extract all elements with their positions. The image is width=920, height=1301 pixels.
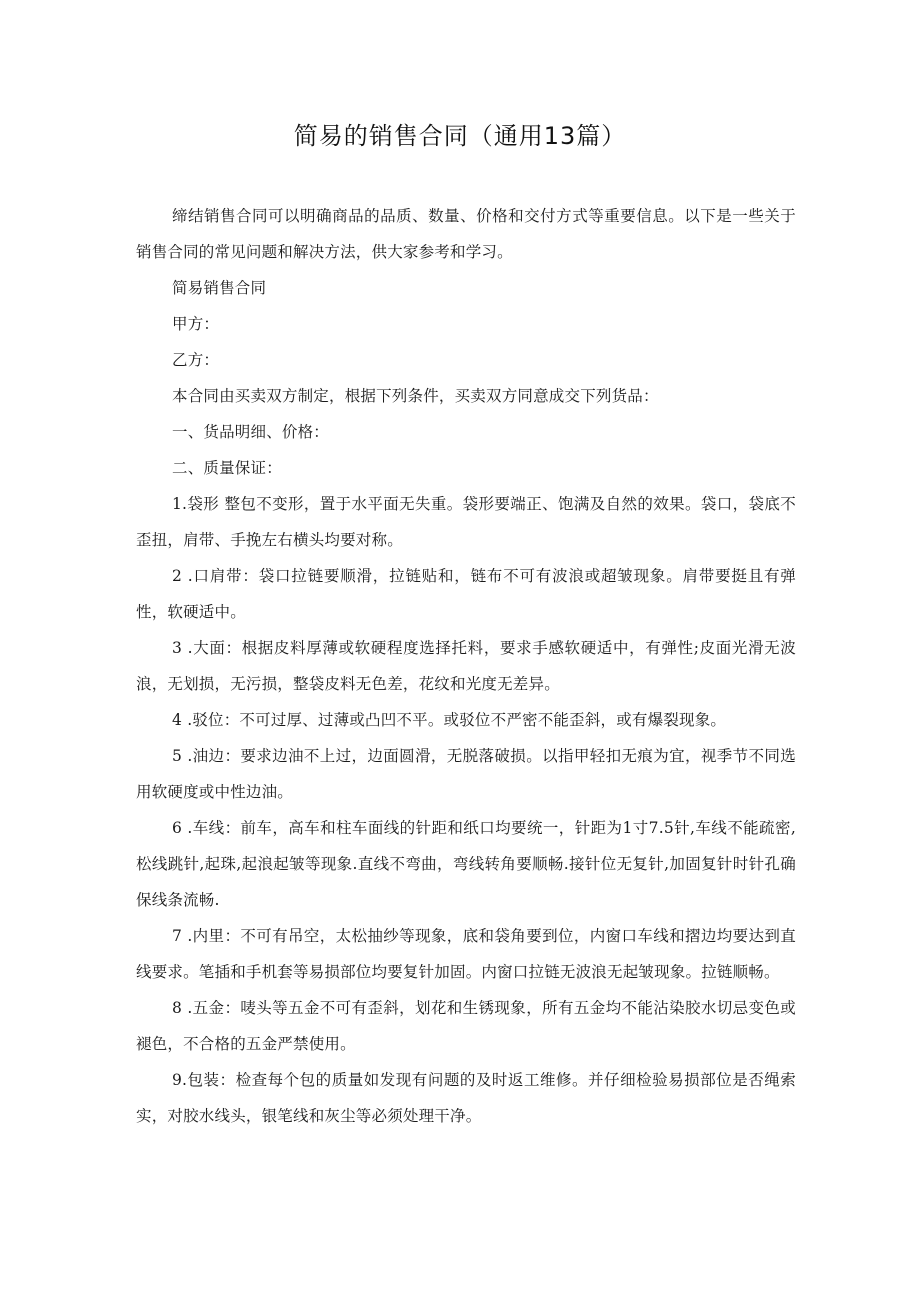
paragraph-intro: 缔结销售合同可以明确商品的品质、数量、价格和交付方式等重要信息。以下是一些关于销售合同的常见问题和解决方法，供大家参考和学习。: [136, 207, 796, 261]
paragraph-party-a: 甲方：: [172, 315, 220, 333]
paragraph-contract-heading: 简易销售合同: [172, 279, 267, 297]
document-body: [136, 198, 796, 1134]
paragraph-item-9: 9.包装：检查每个包的质量如发现有问题的及时返工维修。并仔细检验易损部位是否绳索实，对胶水线头，银笔线和灰尘等必须处理干净。: [136, 1071, 796, 1125]
paragraph-item-1: 1.袋形 整包不变形，置于水平面无失重。袋形要端正、饱满及自然的效果。袋口，袋底不歪扭，肩带、手挽左右横头均要对称。: [136, 495, 796, 549]
paragraph-section-1: 一、货品明细、价格：: [172, 423, 330, 441]
paragraph-item-3: 3 .大面：根据皮料厚薄或软硬程度选择托料，要求手感软硬适中，有弹性;皮面光滑无波浪，无划损，无污损，整袋皮料无色差，花纹和光度无差异。: [136, 639, 796, 693]
paragraph-item-8: 8 .五金：唛头等五金不可有歪斜，划花和生锈现象，所有五金均不能沾染胶水切忌变色或褪色，不合格的五金严禁使用。: [136, 999, 796, 1053]
paragraph-party-b: 乙方：: [172, 351, 220, 369]
paragraph-item-6: 6 .车线：前车，高车和柱车面线的针距和纸口均要统一，针距为1寸7.5针,车线不能疏密,松线跳针,起珠,起浪起皱等现象.直线不弯曲，弯线转角要顺畅.接针位无复针,加固复针时针孔确保线条流畅.: [136, 819, 796, 909]
paragraph-item-7: 7 .内里：不可有吊空，太松抽纱等现象，底和袋角要到位，内窗口车线和摺边均要达到直线要求。笔插和手机套等易损部位均要复针加固。内窗口拉链无波浪无起皱现象。拉链顺畅。: [136, 927, 796, 981]
paragraph-section-2: 二、质量保证：: [172, 459, 282, 477]
document-title: 简易的销售合同（通用13篇）: [293, 122, 627, 150]
paragraph-item-4: 4 .驳位：不可过厚、过薄或凸凹不平。或驳位不严密不能歪斜，或有爆裂现象。: [172, 711, 727, 729]
paragraph-preamble: 本合同由买卖双方制定，根据下列条件，买卖双方同意成交下列货品：: [172, 387, 659, 405]
paragraph-item-2: 2 .口肩带：袋口拉链要顺滑，拉链贴和，链布不可有波浪或超皱现象。肩带要挺且有弹性，软硬适中。: [136, 567, 796, 621]
paragraph-item-5: 5 .油边：要求边油不上过，边面圆滑，无脱落破损。以指甲轻扣无痕为宜，视季节不同选用软硬度或中性边油。: [136, 747, 796, 801]
